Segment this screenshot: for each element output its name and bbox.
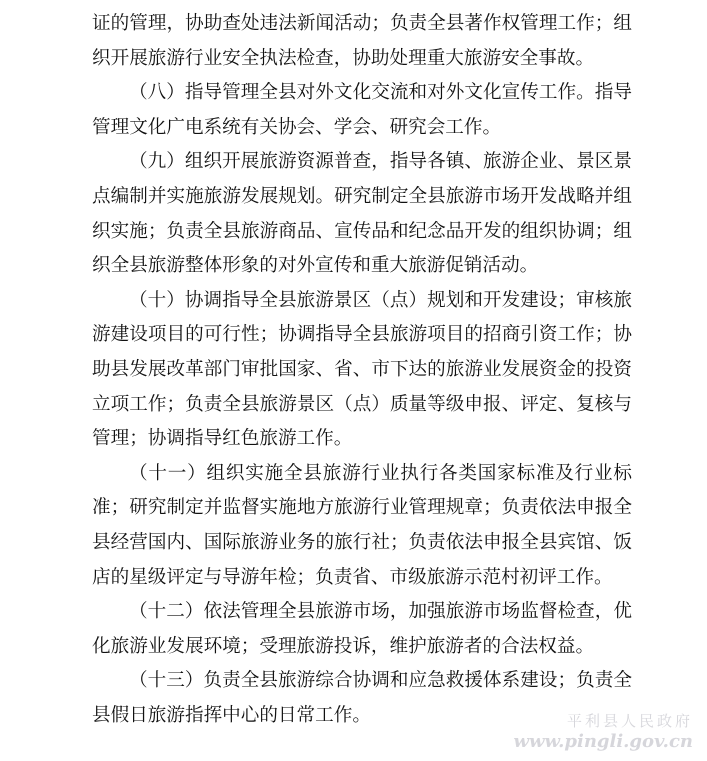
paragraph-item-10: （十）协调指导全县旅游景区（点）规划和开发建设；审核旅游建设项目的可行性；协调指导全县旅游项目的招商引资工作；协助县发展改革部门审批国家、省、市下达的旅游业发展资金的投资立项工作；负责全县旅游景区（点）质量等级申报、评定、复核与管理；协调指导红色旅游工作。 xyxy=(92,289,632,450)
paragraph-item-11: （十一）组织实施全县旅游行业执行各类国家标准及行业标准；研究制定并监督实施地方旅游行业管理规章；负责依法申报全县经营国内、国际旅游业务的旅行社；负责依法申报全县宾馆、饭店的星级评定与导游年检；负责省、市级旅游示范村初评工作。 xyxy=(92,462,632,588)
watermark-url: www.pingli.gov.cn xyxy=(513,731,693,752)
document-body xyxy=(92,0,632,733)
paragraph-item-8: （八）指导管理全县对外文化交流和对外文化宣传工作。指导管理文化广电系统有关协会、学会、研究会工作。 xyxy=(92,82,632,138)
paragraph-item-9: （九）组织开展旅游资源普查，指导各镇、旅游企业、景区景点编制并实施旅游发展规划。研究制定全县旅游市场开发战略并组织实施；负责全县旅游商品、宣传品和纪念品开发的组织协调；组织全县旅游整体形象的对外宣传和重大旅游促销活动。 xyxy=(92,151,632,277)
paragraph-item-12: （十二）依法管理全县旅游市场，加强旅游市场监督检查，优化旅游业发展环境；受理旅游投诉，维护旅游者的合法权益。 xyxy=(92,601,632,657)
watermark-title: 平利县人民政府 xyxy=(566,712,693,730)
paragraph-management-continuation: 证的管理，协助查处违法新闻活动；负责全县著作权管理工作；组织开展旅游行业安全执法检查，协助处理重大旅游安全事故。 xyxy=(92,13,632,69)
paragraph-item-13: （十三）负责全县旅游综合协调和应急救援体系建设；负责全县假日旅游指挥中心的日常工作。 xyxy=(92,670,632,726)
